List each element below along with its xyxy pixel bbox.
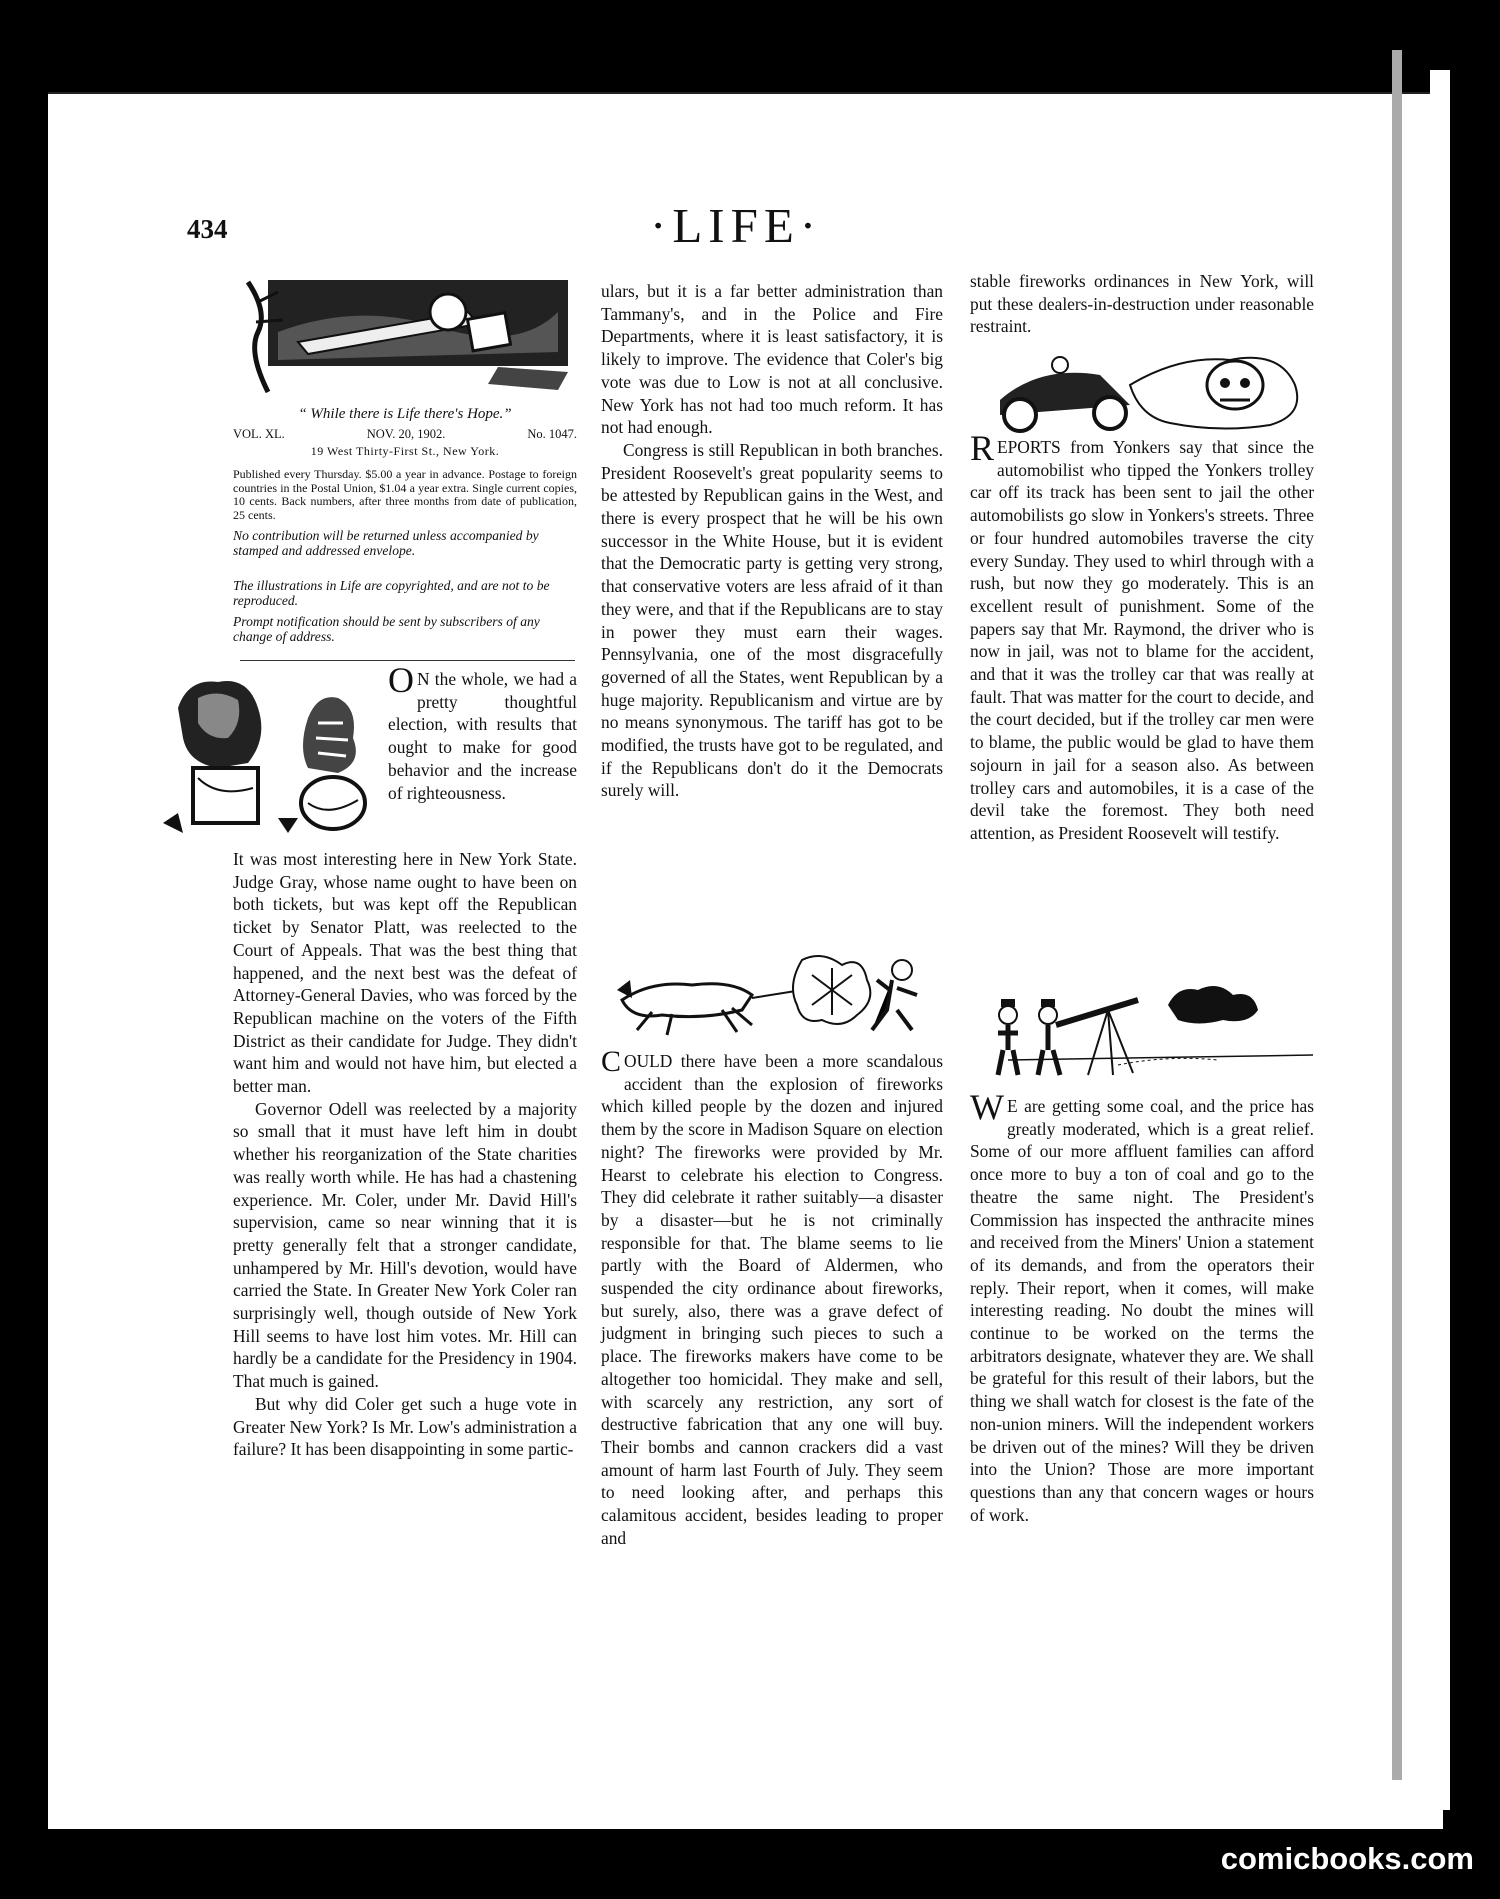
article-2: [601, 1045, 943, 1549]
article-1-lead-text: N the whole, we had a pretty thoughtful election, with results that ought to make for good behavior and the increase of righteousness.: [388, 669, 577, 803]
article-1-paragraph-2: Governor Odell was reelected by a majority so small that it must have left him in doubt whether his reorganization of the State charities was really worth while. He has had a chastening experience. Mr. Coler, under Mr. David Hill's supervision, came so near winning that it is pretty generally felt that a stronger candidate, unhampered by Mr. Hill's devotion, would have carried the State. In Greater New York Coler ran surprisingly well, though outside of New York Hill seems to have lost him votes. Mr. Hill can hardly be a candidate for the Presidency in 1904. That much is gained.: [233, 1098, 577, 1392]
drop-cap-c: C: [601, 1045, 622, 1078]
article-1-lead: [388, 660, 577, 804]
page-spine: [1392, 50, 1402, 1780]
column-3: [970, 270, 1314, 338]
article-3-paragraph: [970, 428, 1314, 845]
notice-address: Prompt notification should be sent by subscribers of any change of address.: [233, 614, 540, 644]
dog-firecracker-illustration: [612, 950, 924, 1040]
volume-line: [233, 427, 577, 442]
article-3-text: EPORTS from Yonkers say that since the automobilist who tipped the Yonkers trolley car off its track has been sent to jail the other automobilists go slow in Yonkers's streets. Three or four hundred automobiles traverse the city every Sunday. They used to whirl through with a rush, but now they go moderately. This is an excellent result of punishment. Some of the papers say that Mr. Raymond, the driver who is now in jail, was not to blame for the accident, and that it was the trolley car that was really at fault. That was matter for the court to decide, and the court decided, but if the trolley car men were to blame, the public would be glad to have them sojourn in jail for a season also. As between trolley cars and automobiles, it is a case of the devil take the foremost. They both need attention, as President Roosevelt will testify.: [970, 437, 1314, 843]
publication-info: Published every Thursday. $5.00 a year in advance. Postage to foreign countries in the Postal Union, $1.04 a year extra. Single current copies, 10 cents. Back numbers, after three months from date of publication, 25 cents.: [233, 467, 577, 522]
drop-cap-w: W: [970, 1087, 1004, 1127]
elephant-tiger-illustration: [158, 668, 388, 846]
article-1-paragraph-1: It was most interesting here in New York State. Judge Gray, whose name ought to have been on both tickets, but was kept off the Republican ticket by Senator Platt, was reelected to the Court of Appeals. That was the best thing that happened, and the next best was the defeat of Attorney-General Davies, who was forced by the Republican machine on the voters of the Fifth District as their candidate for Judge. They didn't want him and would not have him, but elected a better man.: [233, 849, 577, 1097]
article-1-paragraph-3: But why did Coler get such a huge vote in Greater New York? Is Mr. Low's administration a failure? It has been disappointing in some partic-: [233, 1393, 577, 1460]
article-4-paragraph: [970, 1087, 1314, 1526]
next-page-edge: [1430, 70, 1450, 1810]
article-2-continued: stable fireworks ordinances in New York, will put these dealers-in-destruction under reasonable restraint.: [970, 271, 1314, 337]
telescope-smoke-illustration: [968, 985, 1313, 1085]
masthead-caption: “ While there is Life there's Hope.”: [298, 406, 512, 422]
article-2-paragraph: [601, 1045, 943, 1549]
column-1: [233, 848, 577, 1461]
masthead-illustration: [238, 272, 576, 400]
article-3: [970, 428, 1314, 845]
article-4: [970, 1087, 1314, 1526]
issue-date: NOV. 20, 1902.: [366, 427, 446, 441]
article-4-text: E are getting some coal, and the price has greatly moderated, which is a great relief. Some of our more affluent families can afford once more to buy a ton of coal and go to the theatre the same night. The President's Commission has inspected the anthracite mines and received from the Miners' Union a statement of its demands, and from the operators their reply. Their report, when it comes, will make interesting reading. No doubt the mines will continue to be worked on the terms the arbitrators designate, whatever they are. We shall be grateful for this result of their labors, but the thing we shall watch for closest is the fate of the non-union miners. Will the independent workers be driven out of the mines? Will they be driven into the Union? Those are more important questions than any that concern wages or hours of work.: [970, 1096, 1314, 1525]
volume-number: VOL. XL.: [233, 427, 285, 441]
drop-cap-r: R: [970, 428, 995, 468]
article-1-paragraph-3-continued: ulars, but it is a far better administration than Tammany's, and in the Police and Fire Departments, where it is least satisfactory, it is likely to improve. The evidence that Coler's big vote was due to Low is not at all conclusive. New York has not had too much reform. It has not had enough.: [601, 281, 943, 438]
automobile-skull-illustration: [980, 345, 1310, 435]
page-number: 434: [187, 214, 228, 244]
drop-cap-o: O: [388, 660, 414, 700]
column-2: [601, 280, 943, 802]
publisher-address: 19 West Thirty-First St., New York.: [310, 444, 500, 458]
article-1-paragraph-4: Congress is still Republican in both branches. President Roosevelt's great popularity seems to be attested by Republican gains in the West, and there is every prospect that he will be his own successor in the White House, but it is evident that the Democratic party is getting very strong, that conservative voters are less afraid of it than they were, and that if the Republicans are to stay in power they must earn their wages. Pennsylvania, one of the most disgracefully governed of all the States, went Republican by a huge majority. Republicanism and virtue are by no means synonymous. The tariff has got to be modified, the trusts have got to be regulated, and if the Republicans don't do it the Democrats surely will.: [601, 439, 943, 801]
notice-copyright: The illustrations in Life are copyrighted, and are not to be reproduced.: [233, 578, 550, 608]
issue-number: No. 1047.: [527, 427, 577, 441]
article-2-text: OULD there have been a more scandalous accident than the explosion of fireworks which killed people by the dozen and injured them by the score in Madison Square on election night? The fireworks were provided by Mr. Hearst to celebrate his election to Congress. They did celebrate it rather suitably—a disaster by a disaster—but he is not criminally responsible for that. The blame seems to lie partly with the Board of Aldermen, who suspended the city ordinance about fireworks, but surely, also, there was a grave defect of judgment in bringing such pieces to such a place. The fireworks makers have come to be altogether too homicidal. They make and sell, with scarcely any restriction, any sort of destructive fabrication that any one will buy. Their bombs and cannon crackers did a vast amount of harm last Fourth of July. They seem to need looking after, and perhaps this calamitous accident, besides leading to proper and: [601, 1051, 943, 1548]
notice-contributions: No contribution will be returned unless accompanied by stamped and addressed envelope.: [233, 528, 539, 558]
masthead: ·LIFE·: [650, 198, 823, 253]
watermark: comicbooks.com: [1220, 1841, 1474, 1876]
